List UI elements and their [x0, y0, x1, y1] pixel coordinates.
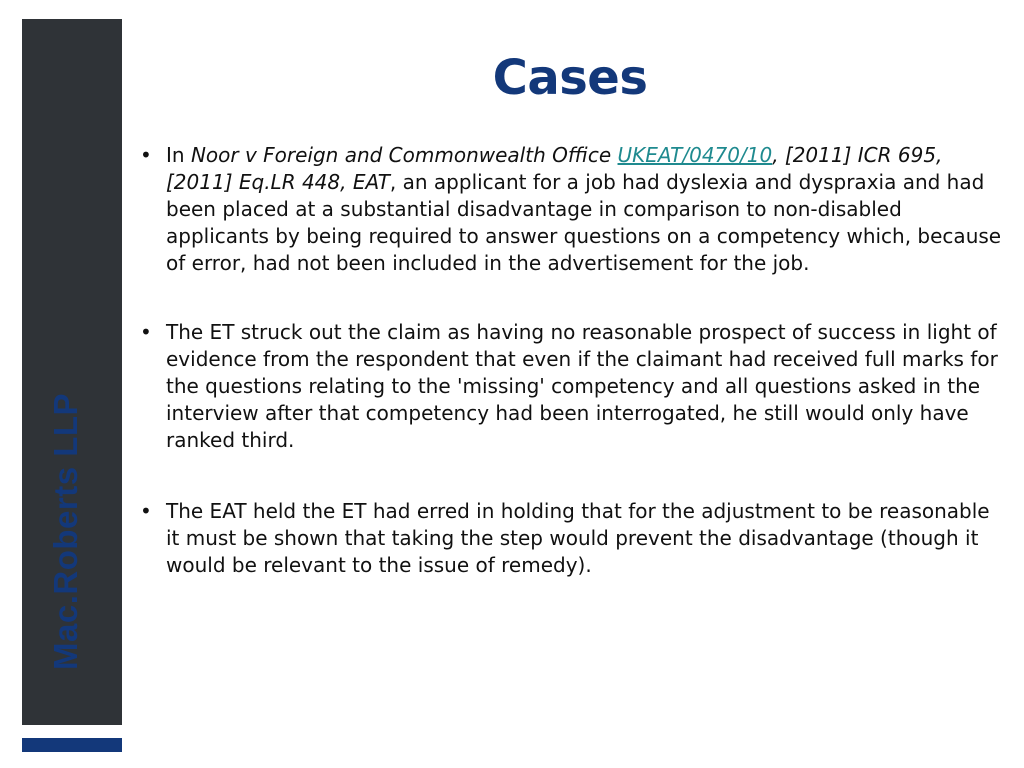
bullet-intro-text: In	[166, 143, 191, 167]
bullet-list	[140, 142, 1008, 579]
bullet-body-text: The ET struck out the claim as having no reasonable prospect of success in light of evidence from the respondent that even if the claimant had received full marks for the questions relating to the 'missing' competency and all questions asked in the interview after that competency had been interrogated, he still would only have ranked third.	[166, 320, 998, 452]
brand-logo-text: Mac.Roberts LLP	[47, 392, 84, 670]
bullet-marker: •	[140, 499, 152, 523]
bullet-item-eat-held	[140, 498, 1008, 579]
bullet-marker: •	[140, 143, 152, 167]
bottom-accent-bar	[22, 738, 122, 752]
bullet-item-noor-case	[140, 142, 1008, 277]
bullet-item-et-strike-out	[140, 319, 1008, 454]
bullet-body-text: The EAT held the ET had erred in holding that for the adjustment to be reasonable it must be shown that taking the step would prevent the disadvantage (though it would be relevant to the issue of remedy).	[166, 499, 990, 577]
bullet-body-text: , an applicant for a job had dyslexia and dyspraxia and had been placed at a substantial disadvantage in comparison to non-disabled applicants by being required to answer questions on a competency which, because of error, had not been included in the advertisement for the job.	[166, 170, 1002, 275]
case-name: Noor v Foreign and Commonwealth Office	[190, 143, 612, 167]
bullet-marker: •	[140, 320, 152, 344]
slide-title: Cases	[492, 50, 648, 106]
case-citation-rest: , [2011] ICR 695, [2011] Eq.LR 448, EAT	[166, 143, 943, 194]
case-citation-link[interactable]: UKEAT/0470/10	[617, 143, 773, 167]
